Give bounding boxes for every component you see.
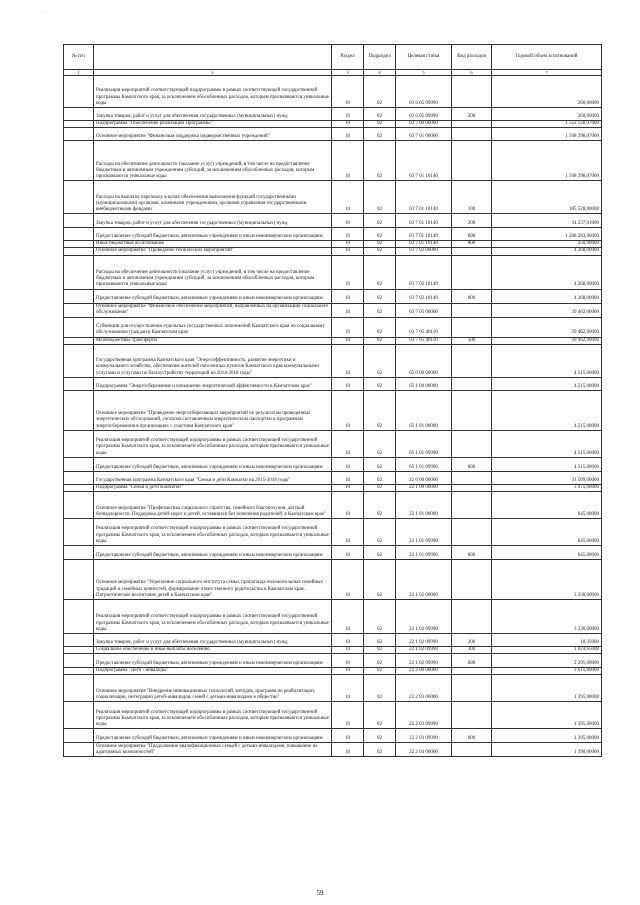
- table-row: [64, 546, 602, 560]
- row-razdel-cell: 10: [332, 228, 364, 241]
- row-expense-type-cell: [452, 430, 492, 457]
- row-target-article-cell: 03 6 05 09990: [396, 76, 452, 108]
- row-amount-cell: 260,00000: [492, 76, 602, 108]
- row-name-cell: Иные бюджетные ассигнования: [94, 241, 332, 248]
- row-name-cell: Закупка товаров, работ и услуг для обеспечения государственных (муниципальных) нужд: [94, 214, 332, 228]
- row-name-cell: Государственная программа Камчатского края "Энергоэффективность, развитие энергетики и коммунального хозяйства, обеспечение жителей населенных пунктов Камчатского края коммунальными услугами и услугами по благоустройству территорий на 2014-2018 годы": [94, 344, 332, 377]
- row-target-article-cell: 03 7 02 10140: [396, 289, 452, 303]
- row-number-cell: [64, 121, 94, 128]
- row-amount-cell: 3 615,00000: [492, 668, 602, 675]
- row-razdel-cell: 10: [332, 121, 364, 128]
- row-podrazdel-cell: 02: [364, 377, 396, 390]
- row-expense-type-cell: [452, 560, 492, 600]
- table-row: [64, 128, 602, 141]
- budget-table: [63, 44, 602, 757]
- row-amount-cell: 34 237,01000: [492, 214, 602, 228]
- row-expense-type-cell: [452, 390, 492, 430]
- row-target-article-cell: 03 7 01 10140: [396, 228, 452, 241]
- table-row: [64, 484, 602, 491]
- row-expense-type-cell: [452, 492, 492, 519]
- row-expense-type-cell: [452, 471, 492, 484]
- row-number-cell: [64, 108, 94, 121]
- row-podrazdel-cell: 02: [364, 743, 396, 757]
- row-target-article-cell: 22 2 04 00000: [396, 743, 452, 757]
- header-expense-type: Вид расходов: [452, 45, 492, 70]
- row-podrazdel-cell: 02: [364, 141, 396, 181]
- row-amount-cell: 1 395,00000: [492, 702, 602, 729]
- row-target-article-cell: 22 1 02 00000: [396, 560, 452, 600]
- row-expense-type-cell: 200: [452, 634, 492, 647]
- row-number-cell: [64, 430, 94, 457]
- table-row: [64, 654, 602, 668]
- row-target-article-cell: 22 1 01 09990: [396, 519, 452, 546]
- row-number-cell: [64, 128, 94, 141]
- row-amount-cell: 645,00000: [492, 492, 602, 519]
- row-number-cell: [64, 668, 94, 675]
- row-podrazdel-cell: 02: [364, 560, 396, 600]
- row-amount-cell: 4 515,00000: [492, 377, 602, 390]
- row-razdel-cell: 10: [332, 317, 364, 337]
- row-target-article-cell: 22 1 01 00000: [396, 492, 452, 519]
- header-row: [64, 45, 602, 70]
- row-expense-type-cell: [452, 484, 492, 491]
- row-expense-type-cell: 600: [452, 228, 492, 241]
- row-name-cell: Предоставление субсидий бюджетным, автономным учреждениям и иным некоммерческим организациям: [94, 729, 332, 743]
- table-row: [64, 743, 602, 757]
- row-razdel-cell: 10: [332, 181, 364, 214]
- table-row: [64, 729, 602, 743]
- row-number-cell: [64, 654, 94, 668]
- row-target-article-cell: 22 1 02 09990: [396, 634, 452, 647]
- row-number-cell: [64, 317, 94, 337]
- row-name-cell: Расходы на обеспечение деятельности (оказание услуг) учреждений, в том числе на предоставление бюджетным и автономным учреждениям субсидий, за исключением обособленных расходов, которым присваиваются уникальные коды: [94, 255, 332, 289]
- row-expense-type-cell: [452, 675, 492, 702]
- row-razdel-cell: 10: [332, 430, 364, 457]
- row-podrazdel-cell: 02: [364, 214, 396, 228]
- row-podrazdel-cell: 02: [364, 668, 396, 675]
- row-razdel-cell: 10: [332, 255, 364, 289]
- row-target-article-cell: 03 7 00 00000: [396, 121, 452, 128]
- row-name-cell: Реализация мероприятий соответствующей подпрограммы в рамках соответствующей государственной программы Камчатского края, за исключением обособленных расходов, которым присваиваются уникальные коды: [94, 600, 332, 634]
- row-number-cell: [64, 76, 94, 108]
- row-target-article-cell: 03 7 02 00000: [396, 248, 452, 255]
- row-expense-type-cell: [452, 317, 492, 337]
- column-index: 3: [332, 70, 364, 76]
- table-row: [64, 255, 602, 289]
- row-number-cell: [64, 560, 94, 600]
- row-target-article-cell: 05 1 00 00000: [396, 377, 452, 390]
- row-podrazdel-cell: 02: [364, 647, 396, 654]
- row-expense-type-cell: 600: [452, 654, 492, 668]
- row-target-article-cell: 05 0 00 00000: [396, 344, 452, 377]
- row-number-cell: [64, 600, 94, 634]
- row-amount-cell: 4 515,00000: [492, 344, 602, 377]
- row-target-article-cell: 03 7 01 10140: [396, 181, 452, 214]
- row-razdel-cell: 10: [332, 743, 364, 757]
- row-target-article-cell: 22 1 02 09990: [396, 600, 452, 634]
- row-razdel-cell: 10: [332, 214, 364, 228]
- row-expense-type-cell: [452, 76, 492, 108]
- table-row: [64, 675, 602, 702]
- table-row: [64, 76, 602, 108]
- column-index: 4: [364, 70, 396, 76]
- row-expense-type-cell: [452, 303, 492, 317]
- header-podrazdel: Подраздел: [364, 45, 396, 70]
- row-amount-cell: 260,00000: [492, 108, 602, 121]
- row-podrazdel-cell: 02: [364, 303, 396, 317]
- row-number-cell: [64, 344, 94, 377]
- row-amount-cell: 31 509,00000: [492, 471, 602, 484]
- row-razdel-cell: 10: [332, 303, 364, 317]
- row-name-cell: Закупка товаров, работ и услуг для обеспечения государственных (муниципальных) нужд: [94, 108, 332, 121]
- row-target-article-cell: 22 2 03 00000: [396, 675, 452, 702]
- row-number-cell: [64, 214, 94, 228]
- row-podrazdel-cell: 02: [364, 471, 396, 484]
- table-row: [64, 471, 602, 484]
- row-razdel-cell: 10: [332, 560, 364, 600]
- row-razdel-cell: 10: [332, 729, 364, 743]
- table-row: [64, 317, 602, 337]
- row-target-article-cell: 22 1 02 09990: [396, 654, 452, 668]
- column-index: 1: [64, 70, 94, 76]
- row-amount-cell: 10,35000: [492, 634, 602, 647]
- row-name-cell: Основное мероприятие "Внедрение инновационных технологий, методик, программ по реабилитации, социализации, интеграции детей-инвалидов, семей с детьми-инвалидами в общество": [94, 675, 332, 702]
- row-name-cell: Субвенции для осуществления отдельных государственных полномочий Камчатского края по социальному обслуживанию граждан в Камчатском крае: [94, 317, 332, 337]
- row-number-cell: [64, 729, 94, 743]
- row-target-article-cell: 03 6 05 09990: [396, 108, 452, 121]
- row-podrazdel-cell: 02: [364, 546, 396, 560]
- row-expense-type-cell: [452, 743, 492, 757]
- row-number-cell: [64, 255, 94, 289]
- row-name-cell: Предоставление субсидий бюджетным, автономным учреждениям и иным некоммерческим организациям: [94, 546, 332, 560]
- row-podrazdel-cell: 02: [364, 181, 396, 214]
- row-razdel-cell: 10: [332, 702, 364, 729]
- row-number-cell: [64, 241, 94, 248]
- table-row: [64, 248, 602, 255]
- row-amount-cell: 39 462,00000: [492, 303, 602, 317]
- row-expense-type-cell: [452, 128, 492, 141]
- row-number-cell: [64, 390, 94, 430]
- row-razdel-cell: 10: [332, 344, 364, 377]
- row-amount-cell: 4 268,00000: [492, 255, 602, 289]
- row-podrazdel-cell: 02: [364, 317, 396, 337]
- table-row: [64, 377, 602, 390]
- row-razdel-cell: 10: [332, 390, 364, 430]
- row-amount-cell: 1 024,65000: [492, 647, 602, 654]
- row-name-cell: Реализация мероприятий соответствующей подпрограммы в рамках соответствующей государственной программы Камчатского края, за исключением обособленных расходов, которым присваиваются уникальные коды: [94, 702, 332, 729]
- row-podrazdel-cell: 02: [364, 248, 396, 255]
- row-amount-cell: 3 975,00000: [492, 484, 602, 491]
- row-number-cell: [64, 492, 94, 519]
- header-name: [94, 45, 332, 70]
- header-num: № п/п: [64, 45, 94, 70]
- row-target-article-cell: 22 2 03 09990: [396, 702, 452, 729]
- row-razdel-cell: 10: [332, 337, 364, 344]
- row-amount-cell: 2 295,00000: [492, 654, 602, 668]
- row-number-cell: [64, 289, 94, 303]
- row-podrazdel-cell: 02: [364, 430, 396, 457]
- row-name-cell: Подпрограмма "Дети - инвалиды": [94, 668, 332, 675]
- row-amount-cell: 185 528,00000: [492, 181, 602, 214]
- table-row: [64, 289, 602, 303]
- row-razdel-cell: 10: [332, 654, 364, 668]
- row-razdel-cell: 10: [332, 647, 364, 654]
- row-expense-type-cell: 600: [452, 289, 492, 303]
- row-podrazdel-cell: 02: [364, 634, 396, 647]
- row-razdel-cell: 10: [332, 600, 364, 634]
- row-target-article-cell: 03 7 01 00000: [396, 128, 452, 141]
- row-expense-type-cell: 800: [452, 241, 492, 248]
- header-razdel: Раздел: [332, 45, 364, 70]
- row-amount-cell: 3 330,00000: [492, 560, 602, 600]
- row-amount-cell: 1 395,00000: [492, 729, 602, 743]
- row-target-article-cell: 05 1 01 09990: [396, 457, 452, 471]
- row-expense-type-cell: 200: [452, 214, 492, 228]
- row-podrazdel-cell: 02: [364, 702, 396, 729]
- row-podrazdel-cell: 02: [364, 289, 396, 303]
- row-number-cell: [64, 471, 94, 484]
- row-number-cell: [64, 337, 94, 344]
- row-expense-type-cell: [452, 344, 492, 377]
- table-row: [64, 181, 602, 214]
- row-target-article-cell: 05 1 01 09990: [396, 430, 452, 457]
- row-number-cell: [64, 546, 94, 560]
- row-number-cell: [64, 377, 94, 390]
- table-row: [64, 560, 602, 600]
- row-amount-cell: 1 508 398,07000: [492, 141, 602, 181]
- row-name-cell: Межбюджетные трансферты: [94, 337, 332, 344]
- row-razdel-cell: 10: [332, 76, 364, 108]
- row-name-cell: Предоставление субсидий бюджетным, автономным учреждениям и иным некоммерческим организациям: [94, 289, 332, 303]
- row-target-article-cell: 22 1 00 00000: [396, 484, 452, 491]
- row-amount-cell: 4 268,00000: [492, 289, 602, 303]
- row-name-cell: Основное мероприятие "Укрепление социального института семьи, пропаганда положительных семейных традиций и семейных ценностей, формирование ответственного родительства в Камчатском крае. Патриотическое воспитание детей в Камчатском крае": [94, 560, 332, 600]
- row-target-article-cell: 03 7 05 40110: [396, 337, 452, 344]
- row-number-cell: [64, 634, 94, 647]
- row-name-cell: Предоставление субсидий бюджетным, автономным учреждениям и иным некоммерческим организациям: [94, 457, 332, 471]
- row-amount-cell: 645,00000: [492, 519, 602, 546]
- row-name-cell: Государственная программа Камчатского края "Семья и дети Камчатки на 2015-2018 годы": [94, 471, 332, 484]
- row-number-cell: [64, 702, 94, 729]
- table-row: [64, 303, 602, 317]
- row-number-cell: [64, 141, 94, 181]
- row-podrazdel-cell: 02: [364, 108, 396, 121]
- row-podrazdel-cell: 02: [364, 228, 396, 241]
- table-row: [64, 337, 602, 344]
- table-row: [64, 390, 602, 430]
- row-podrazdel-cell: 02: [364, 600, 396, 634]
- row-target-article-cell: 22 1 01 09990: [396, 546, 452, 560]
- row-name-cell: Предоставление субсидий бюджетным, автономным учреждениям и иным некоммерческим организациям: [94, 228, 332, 241]
- row-target-article-cell: 05 1 01 00000: [396, 390, 452, 430]
- row-podrazdel-cell: 02: [364, 121, 396, 128]
- table-row: [64, 241, 602, 248]
- row-razdel-cell: 10: [332, 241, 364, 248]
- row-number-cell: [64, 248, 94, 255]
- row-name-cell: Расходы на выплаты персоналу в целях обеспечения выполнения функций государственными (муниципальными) органами, казенными учреждениями, органами управления государственными внебюджетными фондами: [94, 181, 332, 214]
- row-expense-type-cell: 600: [452, 729, 492, 743]
- header-target-article: Целевая статья: [396, 45, 452, 70]
- table-row: [64, 457, 602, 471]
- row-razdel-cell: 10: [332, 675, 364, 702]
- row-razdel-cell: 10: [332, 377, 364, 390]
- row-number-cell: [64, 519, 94, 546]
- row-razdel-cell: 10: [332, 128, 364, 141]
- row-name-cell: Основное мероприятие "Проведение энергосберегающих мероприятий по результатам проведенных энергетических обследований, согласно составленным энергетическим паспортам и программам энергосбережения в организациях с участием Камчатского края": [94, 390, 332, 430]
- row-amount-cell: 1 390,00000: [492, 743, 602, 757]
- row-target-article-cell: 03 7 05 00000: [396, 303, 452, 317]
- row-name-cell: Подпрограмма "Семья и дети Камчатки": [94, 484, 332, 491]
- row-expense-type-cell: [452, 702, 492, 729]
- row-name-cell: Реализация мероприятий соответствующей подпрограммы в рамках соответствующей государственной программы Камчатского края, за исключением обособленных расходов, которым присваиваются уникальные коды: [94, 519, 332, 546]
- row-name-cell: Расходы на обеспечение деятельности (оказание услуг) учреждений, в том числе на предоставление бюджетным и автономным учреждениям субсидий, за исключением обособленных расходов, которым присваиваются уникальные коды: [94, 141, 332, 181]
- column-index: 2: [94, 70, 332, 76]
- row-razdel-cell: 10: [332, 248, 364, 255]
- row-number-cell: [64, 484, 94, 491]
- row-razdel-cell: 10: [332, 471, 364, 484]
- table-row: [64, 702, 602, 729]
- row-podrazdel-cell: 02: [364, 457, 396, 471]
- row-name-cell: Реализация мероприятий соответствующей подпрограммы в рамках соответствующей государственной программы Камчатского края, за исключением обособленных расходов, которым присваиваются уникальные коды: [94, 430, 332, 457]
- row-razdel-cell: 10: [332, 492, 364, 519]
- row-razdel-cell: 10: [332, 634, 364, 647]
- header-annual-amount: Годовой объем ассигнований: [492, 45, 602, 70]
- row-expense-type-cell: 200: [452, 108, 492, 121]
- row-target-article-cell: 03 7 02 10140: [396, 255, 452, 289]
- row-number-cell: [64, 303, 94, 317]
- row-amount-cell: 39 462,00000: [492, 337, 602, 344]
- table-row: [64, 668, 602, 675]
- column-index: 7: [492, 70, 602, 76]
- row-target-article-cell: 03 7 01 10140: [396, 214, 452, 228]
- row-name-cell: Основное мероприятие "Продолжение квалификационных семьей с детьми-инвалидами, повышение их адаптивных возможностей": [94, 743, 332, 757]
- row-podrazdel-cell: 02: [364, 390, 396, 430]
- table-row: [64, 519, 602, 546]
- table-row: [64, 344, 602, 377]
- row-number-cell: [64, 457, 94, 471]
- row-name-cell: Реализация мероприятий соответствующей подпрограммы в рамках соответствующей государственной программы Камчатского края, за исключением обособленных расходов, которым присваиваются уникальные коды: [94, 76, 332, 108]
- row-target-article-cell: 22 2 03 09990: [396, 729, 452, 743]
- row-podrazdel-cell: 02: [364, 492, 396, 519]
- row-amount-cell: 4 268,00000: [492, 248, 602, 255]
- table-row: [64, 647, 602, 654]
- page-number: 59: [316, 889, 324, 897]
- row-amount-cell: 4 515,00000: [492, 430, 602, 457]
- row-podrazdel-cell: 02: [364, 675, 396, 702]
- row-expense-type-cell: [452, 248, 492, 255]
- table-row: [64, 228, 602, 241]
- scan-corner-mark: ·: [42, 10, 44, 16]
- row-amount-cell: 3 330,00000: [492, 600, 602, 634]
- table-row: [64, 121, 602, 128]
- row-name-cell: Основное мероприятие "Проведение технических мероприятий": [94, 248, 332, 255]
- row-podrazdel-cell: 02: [364, 729, 396, 743]
- row-name-cell: Подпрограмма "Энергосбережение и повышение энергетической эффективности в Камчатском крае": [94, 377, 332, 390]
- row-razdel-cell: 10: [332, 546, 364, 560]
- table-row: [64, 141, 602, 181]
- row-target-article-cell: 03 7 01 10140: [396, 141, 452, 181]
- row-amount-cell: 1 395,00000: [492, 675, 602, 702]
- row-razdel-cell: 10: [332, 668, 364, 675]
- row-podrazdel-cell: 02: [364, 519, 396, 546]
- row-razdel-cell: 10: [332, 519, 364, 546]
- row-number-cell: [64, 181, 94, 214]
- row-name-cell: Закупка товаров, работ и услуг для обеспечения государственных (муниципальных) нужд: [94, 634, 332, 647]
- row-amount-cell: 645,00000: [492, 546, 602, 560]
- row-number-cell: [64, 647, 94, 654]
- table-row: [64, 492, 602, 519]
- row-expense-type-cell: [452, 668, 492, 675]
- row-number-cell: [64, 743, 94, 757]
- row-podrazdel-cell: 02: [364, 654, 396, 668]
- row-name-cell: Подпрограмма "Обеспечение реализации Программы": [94, 121, 332, 128]
- row-razdel-cell: 10: [332, 484, 364, 491]
- row-amount-cell: 1 508 398,07000: [492, 128, 602, 141]
- row-expense-type-cell: 300: [452, 647, 492, 654]
- row-expense-type-cell: [452, 255, 492, 289]
- row-podrazdel-cell: 02: [364, 128, 396, 141]
- row-expense-type-cell: [452, 377, 492, 390]
- row-target-article-cell: 03 7 01 10140: [396, 241, 452, 248]
- row-target-article-cell: 03 7 05 40110: [396, 317, 452, 337]
- table-row: [64, 214, 602, 228]
- row-amount-cell: 4 515,00000: [492, 390, 602, 430]
- row-name-cell: Основное мероприятие "Финансовое обеспечение мероприятий, направленных на организацию социального обслуживания": [94, 303, 332, 317]
- row-number-cell: [64, 228, 94, 241]
- row-amount-cell: 39 462,00000: [492, 317, 602, 337]
- row-name-cell: Социальное обеспечение и иные выплаты населению: [94, 647, 332, 654]
- row-razdel-cell: 10: [332, 457, 364, 471]
- column-index: 6: [452, 70, 492, 76]
- row-razdel-cell: 10: [332, 108, 364, 121]
- row-name-cell: Основное мероприятие "Финансовая поддержка подведомственных учреждений": [94, 128, 332, 141]
- row-razdel-cell: 10: [332, 141, 364, 181]
- row-expense-type-cell: 500: [452, 337, 492, 344]
- row-amount-cell: 350,00000: [492, 241, 602, 248]
- row-razdel-cell: 10: [332, 289, 364, 303]
- column-index: 5: [396, 70, 452, 76]
- row-expense-type-cell: [452, 121, 492, 128]
- table-row: [64, 634, 602, 647]
- row-number-cell: [64, 675, 94, 702]
- row-podrazdel-cell: 02: [364, 484, 396, 491]
- table-row: [64, 108, 602, 121]
- row-podrazdel-cell: 02: [364, 255, 396, 289]
- row-amount-cell: 1 288 283,06000: [492, 228, 602, 241]
- row-amount-cell: 1 552 128,07000: [492, 121, 602, 128]
- table-row: [64, 600, 602, 634]
- row-podrazdel-cell: 02: [364, 337, 396, 344]
- row-target-article-cell: 22 0 00 00000: [396, 471, 452, 484]
- row-podrazdel-cell: 02: [364, 241, 396, 248]
- table-body: [64, 76, 602, 757]
- row-name-cell: Предоставление субсидий бюджетным, автономным учреждениям и иным некоммерческим организациям: [94, 654, 332, 668]
- row-target-article-cell: 22 1 02 09990: [396, 647, 452, 654]
- table-row: [64, 430, 602, 457]
- row-expense-type-cell: [452, 519, 492, 546]
- row-expense-type-cell: 600: [452, 546, 492, 560]
- row-expense-type-cell: 600: [452, 457, 492, 471]
- row-name-cell: Основное мероприятие "Профилактика социального сиротства, семейного благополучия, детской безнадзорности. Поддержка детей-сирот и детей, оставшихся без попечения родителей, в Камчатском крае": [94, 492, 332, 519]
- row-podrazdel-cell: 02: [364, 76, 396, 108]
- row-expense-type-cell: [452, 141, 492, 181]
- row-expense-type-cell: 100: [452, 181, 492, 214]
- row-podrazdel-cell: 02: [364, 344, 396, 377]
- row-amount-cell: 4 515,00000: [492, 457, 602, 471]
- row-target-article-cell: 22 2 00 00000: [396, 668, 452, 675]
- row-expense-type-cell: [452, 600, 492, 634]
